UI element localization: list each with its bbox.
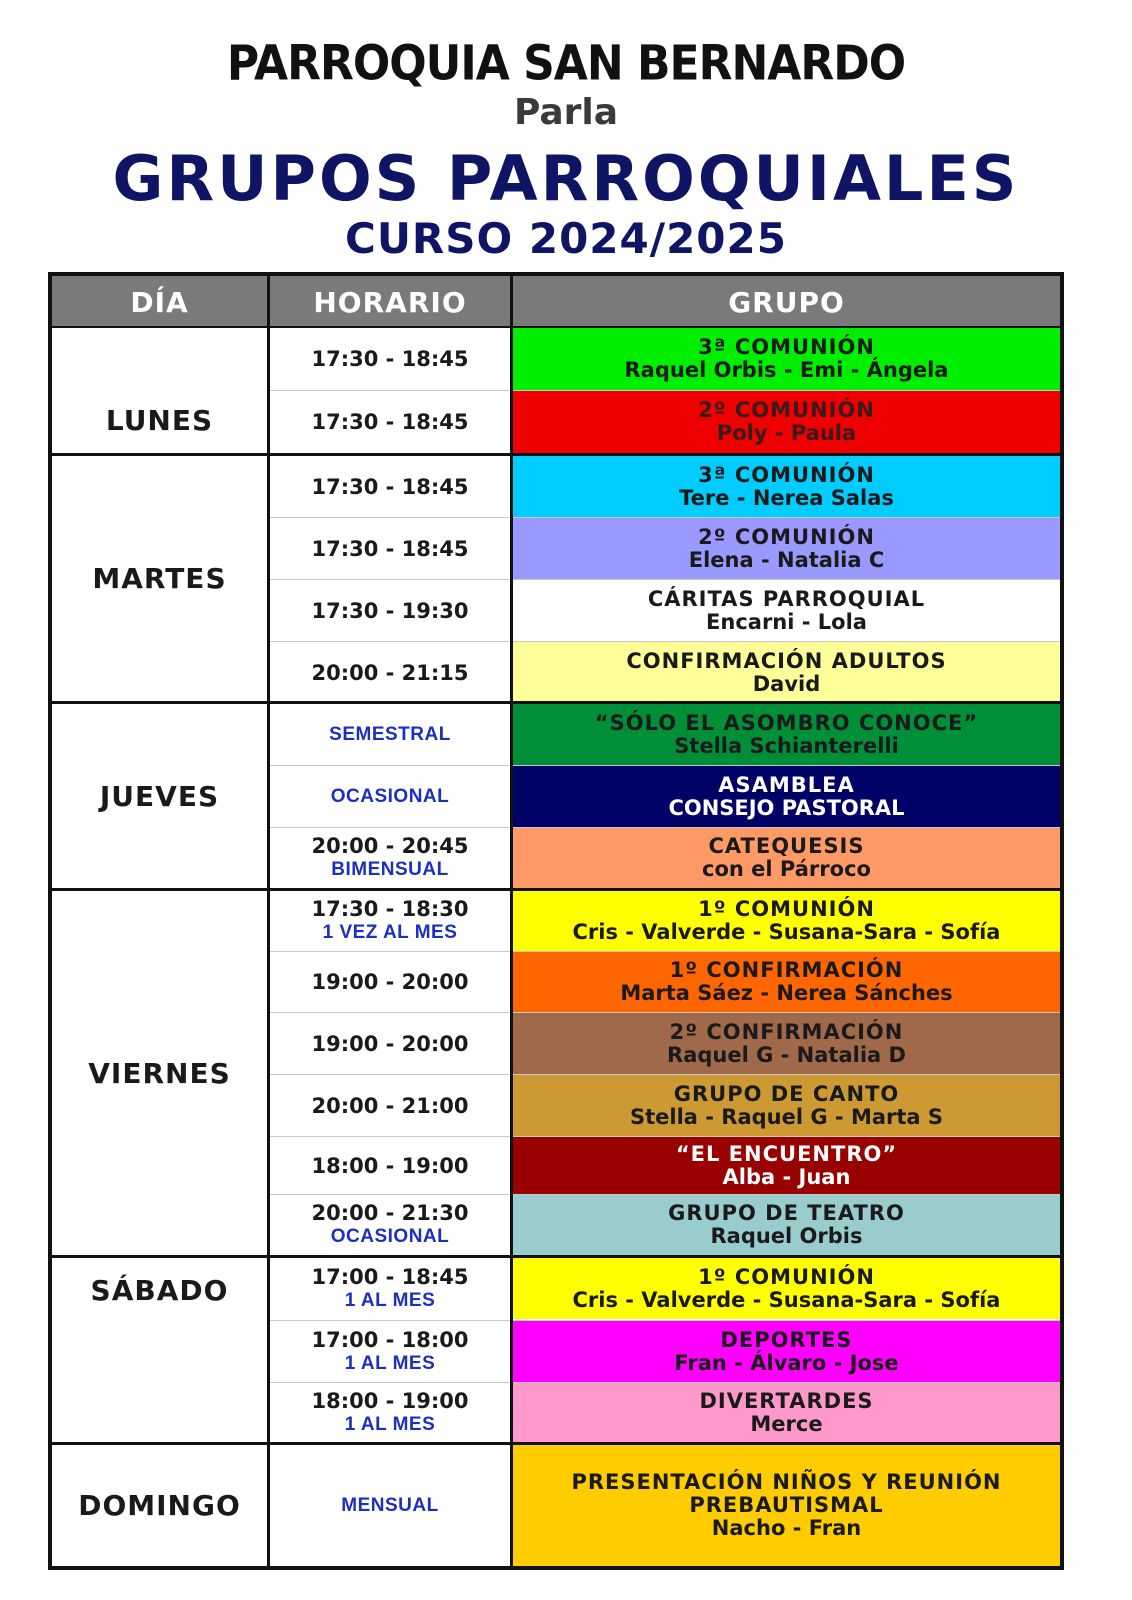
frequency-label: SEMESTRAL (329, 723, 451, 745)
day-divider (52, 888, 1060, 891)
day-label-domingo: DOMINGO (78, 1489, 241, 1522)
group-leaders: Nacho - Fran (711, 1516, 862, 1540)
column-divider (267, 276, 270, 1566)
day-divider (52, 1255, 1060, 1258)
group-leaders: con el Párroco (702, 857, 871, 881)
group-cell (513, 328, 1060, 390)
group-cell (513, 1137, 1060, 1194)
time-cell (270, 1013, 510, 1074)
time-cell (270, 828, 510, 888)
time-range: 17:30 - 18:45 (311, 536, 469, 561)
time-range: 18:00 - 19:00 (311, 1388, 469, 1413)
group-cell (513, 391, 1060, 453)
group-leaders: Marta Sáez - Nerea Sánches (620, 981, 953, 1005)
group-cell (513, 952, 1060, 1012)
time-cell (270, 1383, 510, 1442)
day-label-lunes: LUNES (105, 404, 214, 437)
town-name: Parla (513, 92, 619, 133)
frequency-label: OCASIONAL (330, 785, 450, 807)
column-header-time: HORARIO (270, 276, 510, 328)
course-label: CURSO 2024/2025 (345, 214, 787, 263)
group-cell (513, 1258, 1060, 1319)
time-cell (270, 1137, 510, 1194)
group-leaders: Raquel Orbis (710, 1224, 863, 1248)
group-leaders: Raquel G - Natalia D (667, 1042, 906, 1067)
time-range: 17:30 - 18:45 (311, 410, 469, 434)
group-cell (513, 1445, 1060, 1566)
day-divider (52, 701, 1060, 704)
time-range: 19:00 - 20:00 (311, 970, 469, 994)
time-cell (270, 1445, 510, 1566)
group-leaders: Encarni - Lola (706, 609, 867, 634)
row-divider (270, 390, 1060, 391)
group-leaders: Poly - Paula (716, 421, 857, 445)
time-cell (270, 456, 510, 517)
group-cell (513, 580, 1060, 641)
group-cell (513, 891, 1060, 951)
day-divider (52, 1442, 1060, 1445)
parish-name: PARROQUIA SAN BERNARDO (226, 35, 906, 92)
group-leaders: Cris - Valverde - Susana-Sara - Sofía (572, 1287, 1001, 1312)
row-divider (270, 1012, 1060, 1013)
time-cell (270, 642, 510, 703)
group-leaders: Tere - Nerea Salas (679, 485, 894, 510)
frequency-label: 1 AL MES (344, 1352, 436, 1374)
time-cell (270, 952, 510, 1012)
row-divider (270, 517, 1060, 518)
group-cell (513, 1383, 1060, 1442)
group-title: 3ª COMUNIÓN (698, 462, 875, 487)
group-leaders: Stella Schianterelli (674, 733, 899, 758)
time-cell (270, 1075, 510, 1136)
time-cell (270, 1321, 510, 1382)
group-cell (513, 1013, 1060, 1074)
time-range: 17:30 - 18:45 (311, 474, 469, 499)
page-title: GRUPOS PARROQUIALES (112, 142, 1020, 215)
header-divider (52, 326, 1060, 328)
group-leaders: Merce (750, 1411, 823, 1436)
frequency-label: MENSUAL (341, 1494, 439, 1516)
row-divider (270, 1194, 1060, 1195)
group-title: 1º COMUNIÓN (698, 897, 875, 921)
group-cell (513, 518, 1060, 579)
time-range: 20:00 - 21:30 (311, 1201, 469, 1225)
group-cell (513, 456, 1060, 517)
group-leaders: CONSEJO PASTORAL (668, 795, 905, 820)
time-cell (270, 518, 510, 579)
column-divider (510, 276, 513, 1566)
row-divider (270, 951, 1060, 952)
group-cell (513, 642, 1060, 703)
column-header-day: DÍA (52, 276, 267, 328)
group-title: 2º COMUNIÓN (698, 524, 875, 549)
group-leaders: Raquel Orbis - Emi - Ángela (624, 358, 949, 382)
group-title: 1º COMUNIÓN (698, 1264, 875, 1289)
row-divider (270, 1136, 1060, 1137)
row-divider (270, 1382, 1060, 1383)
day-label-sabado: SÁBADO (90, 1274, 229, 1307)
row-divider (270, 765, 1060, 766)
group-title: 2º CONFIRMACIÓN (669, 1019, 904, 1044)
group-cell (513, 1195, 1060, 1255)
group-cell (513, 1321, 1060, 1382)
group-cell (513, 828, 1060, 888)
row-divider (270, 827, 1060, 828)
group-title: 1º CONFIRMACIÓN (669, 958, 904, 982)
day-label-martes: MARTES (92, 562, 227, 595)
time-cell (270, 1195, 510, 1255)
time-range: 19:00 - 20:00 (311, 1031, 469, 1056)
time-range: 20:00 - 20:45 (311, 834, 469, 858)
time-range: 17:30 - 18:30 (311, 897, 469, 921)
time-cell (270, 766, 510, 827)
group-cell (513, 1075, 1060, 1136)
group-title: 2º COMUNIÓN (698, 398, 875, 422)
group-leaders: Stella - Raquel G - Marta S (629, 1104, 944, 1129)
row-divider (270, 1074, 1060, 1075)
group-title: ASAMBLEA (718, 772, 855, 797)
day-label-jueves: JUEVES (99, 779, 220, 813)
group-leaders: Elena - Natalia C (688, 547, 885, 572)
group-cell (513, 766, 1060, 827)
time-range: 17:30 - 18:45 (311, 347, 469, 371)
group-title: “SÓLO EL ASOMBRO CONOCE” (594, 710, 979, 735)
time-cell (270, 391, 510, 453)
time-cell (270, 704, 510, 765)
group-leaders: David (752, 671, 821, 696)
group-title: PRESENTACIÓN NIÑOS Y REUNIÓN PREBAUTISMAL (571, 1470, 1002, 1517)
time-range: 17:30 - 19:30 (311, 598, 469, 623)
group-title: GRUPO DE CANTO (673, 1081, 900, 1106)
group-title: “EL ENCUENTRO” (675, 1141, 898, 1166)
group-cell (513, 704, 1060, 765)
row-divider (270, 641, 1060, 642)
time-range: 20:00 - 21:00 (311, 1093, 469, 1118)
frequency-label: 1 VEZ AL MES (322, 922, 458, 943)
group-title: 3ª COMUNIÓN (698, 335, 875, 359)
time-cell (270, 580, 510, 641)
time-range: 20:00 - 21:15 (311, 660, 469, 685)
group-leaders: Cris - Valverde - Susana-Sara - Sofía (572, 920, 1001, 944)
group-title: DIVERTARDES (699, 1388, 874, 1413)
row-divider (270, 1320, 1060, 1321)
frequency-label: 1 AL MES (344, 1289, 436, 1311)
group-leaders: Alba - Juan (722, 1164, 851, 1189)
day-divider (52, 453, 1060, 456)
group-title: DEPORTES (720, 1327, 853, 1352)
time-cell (270, 328, 510, 390)
group-leaders: Fran - Álvaro - Jose (674, 1350, 899, 1375)
group-title: CATEQUESIS (708, 834, 865, 858)
frequency-label: OCASIONAL (330, 1226, 450, 1247)
group-title: CONFIRMACIÓN ADULTOS (626, 648, 947, 673)
group-title: GRUPO DE TEATRO (668, 1201, 905, 1225)
day-label-viernes: VIERNES (88, 1056, 231, 1090)
time-range: 18:00 - 19:00 (311, 1153, 469, 1178)
time-cell (270, 891, 510, 951)
group-title: CÁRITAS PARROQUIAL (647, 586, 926, 611)
schedule-table (48, 272, 1064, 1570)
frequency-label: 1 AL MES (344, 1413, 436, 1435)
frequency-label: BIMENSUAL (331, 859, 449, 880)
time-cell (270, 1258, 510, 1319)
row-divider (270, 579, 1060, 580)
column-header-group: GRUPO (513, 276, 1060, 328)
time-range: 17:00 - 18:45 (311, 1264, 469, 1289)
time-range: 17:00 - 18:00 (311, 1327, 469, 1352)
